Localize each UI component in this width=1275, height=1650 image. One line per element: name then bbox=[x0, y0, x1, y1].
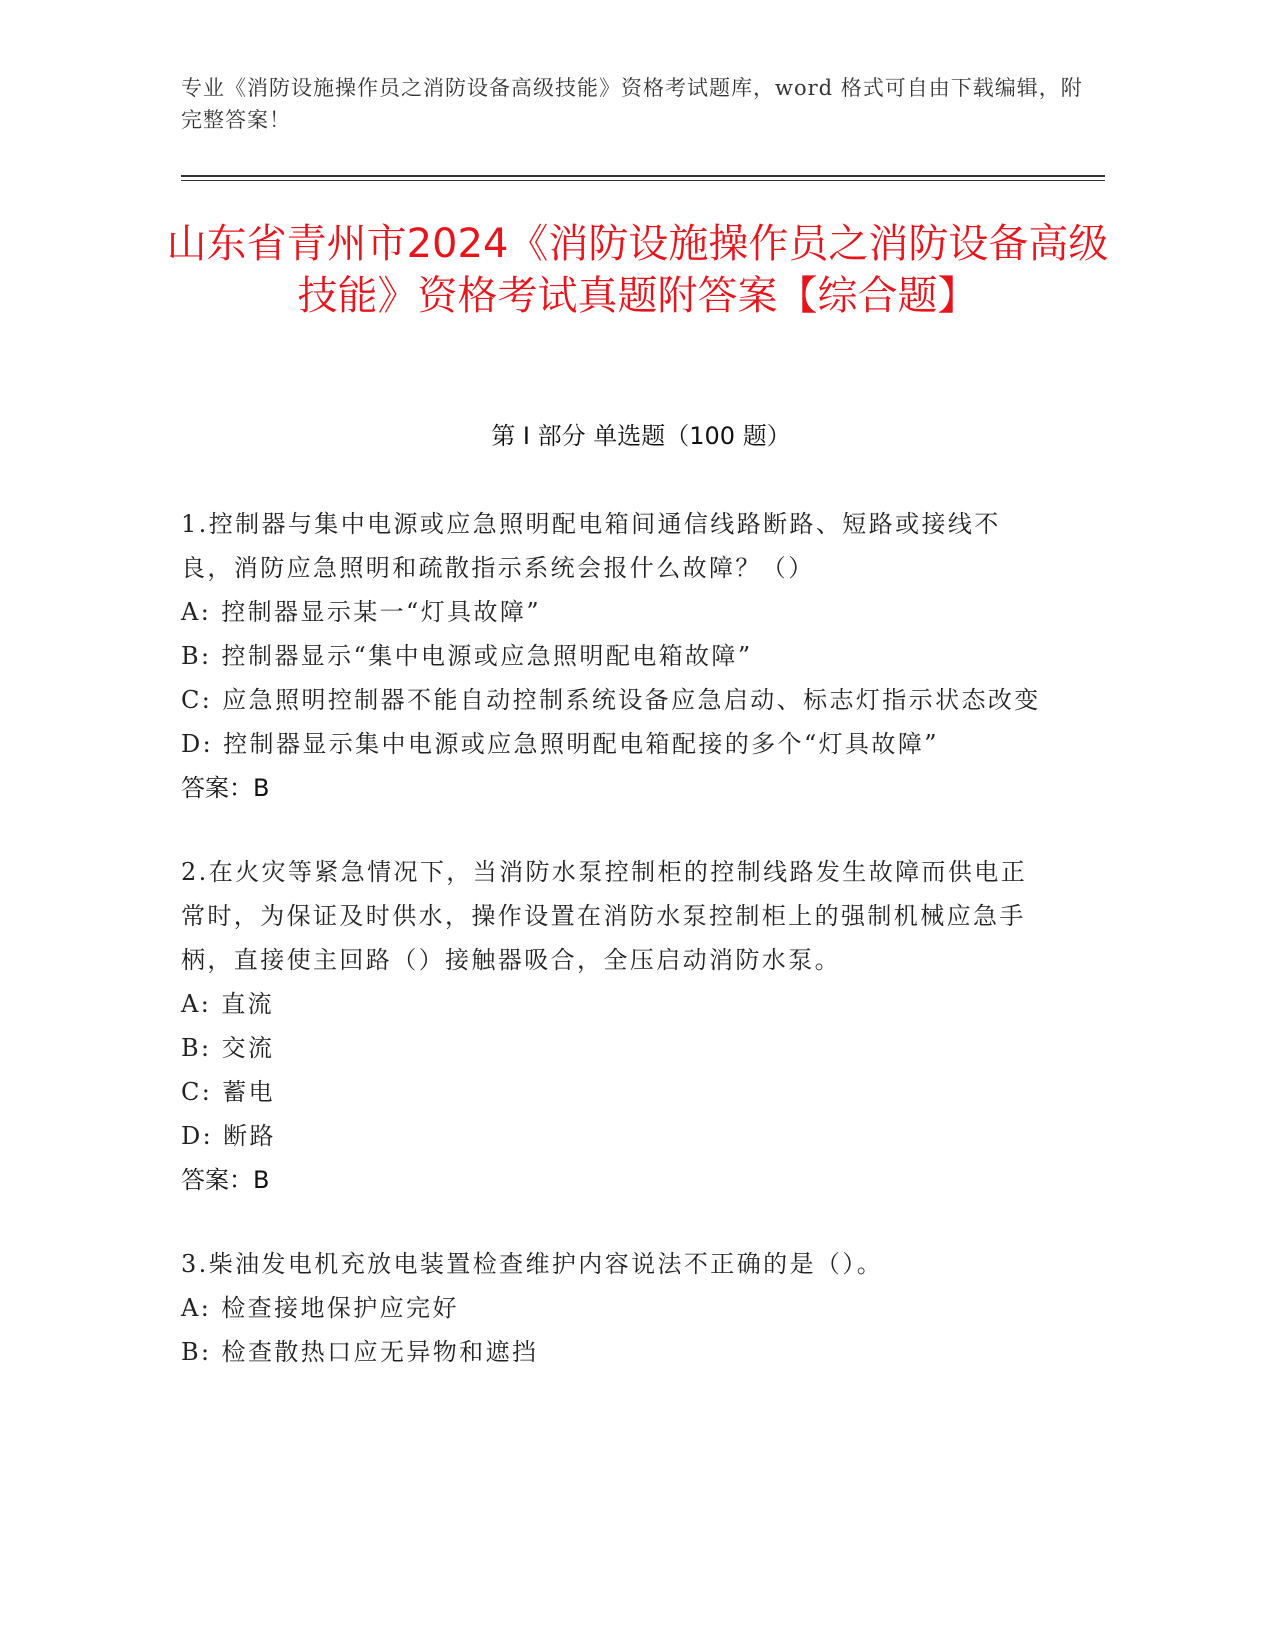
question-stem: 2.在火灾等紧急情况下，当消防水泵控制柜的控制线路发生故障而供电正常时，为保证及时供水，操作设置在消防水泵控制柜上的强制机械应急手柄，直接使主回路（）接触器吸合，全压启动消防水泵。 bbox=[181, 858, 1028, 974]
option-d: D: 断路 bbox=[181, 1122, 276, 1150]
answer-line: 答案：B bbox=[181, 774, 270, 802]
answer-line: 答案：B bbox=[181, 1166, 270, 1194]
header-note: 专业《消防设施操作员之消防设备高级技能》资格考试题库，word 格式可自由下载编辑，附完整答案！ bbox=[181, 76, 1083, 132]
question-list bbox=[181, 502, 1041, 1414]
document-title: 山东省青州市2024《消防设施操作员之消防设备高级技能》资格考试真题附答案【综合题】 bbox=[166, 221, 1109, 319]
option-b: B: 控制器显示“集中电源或应急照明配电箱故障” bbox=[181, 642, 753, 670]
option-b: B: 检查散热口应无异物和遮挡 bbox=[181, 1338, 539, 1366]
header-divider-thin bbox=[181, 180, 1105, 181]
option-a: A: 检查接地保护应完好 bbox=[181, 1294, 459, 1322]
question-1 bbox=[181, 502, 1041, 810]
header-divider-thick bbox=[181, 175, 1105, 177]
option-c: C: 蓄电 bbox=[181, 1078, 276, 1106]
option-c: C: 应急照明控制器不能自动控制系统设备应急启动、标志灯指示状态改变 bbox=[181, 686, 1041, 714]
question-3 bbox=[181, 1242, 1041, 1374]
option-a: A: 控制器显示某一“灯具故障” bbox=[181, 598, 541, 626]
question-stem: 1.控制器与集中电源或应急照明配电箱间通信线路断路、短路或接线不良，消防应急照明和疏散指示系统会报什么故障？（） bbox=[181, 510, 1001, 582]
option-d: D: 控制器显示集中电源或应急照明配电箱配接的多个“灯具故障” bbox=[181, 730, 939, 758]
question-stem: 3.柴油发电机充放电装置检查维护内容说法不正确的是（）。 bbox=[181, 1250, 884, 1278]
section-heading: 第 I 部分 单选题（100 题） bbox=[491, 422, 791, 450]
question-2 bbox=[181, 850, 1041, 1202]
option-a: A: 直流 bbox=[181, 990, 275, 1018]
option-b: B: 交流 bbox=[181, 1034, 275, 1062]
